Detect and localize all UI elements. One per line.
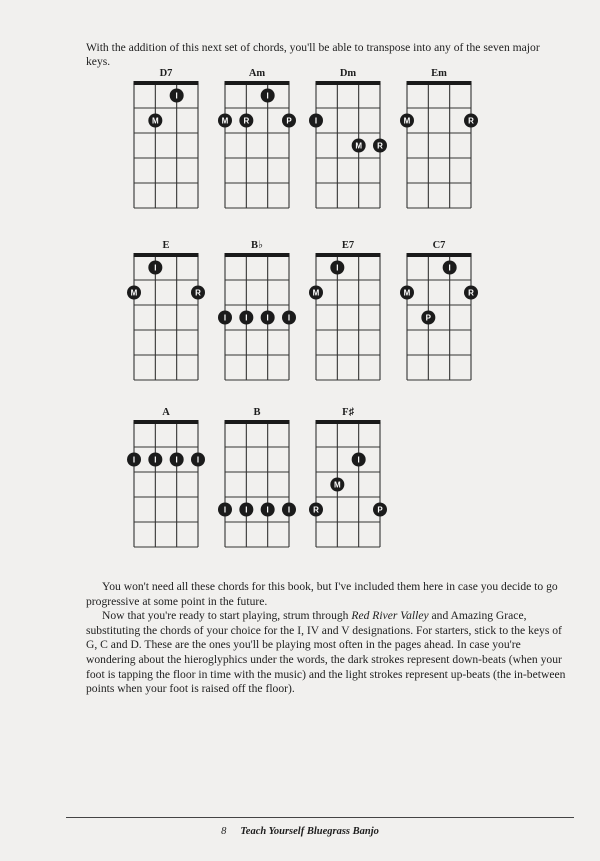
finger-label: P xyxy=(377,505,383,515)
chord-name: E7 xyxy=(341,240,355,251)
finger-label: I xyxy=(266,505,269,515)
finger-dot xyxy=(239,114,253,128)
chord-name: B♭ xyxy=(251,240,263,251)
finger-dot xyxy=(148,114,162,128)
finger-label: I xyxy=(175,91,178,101)
finger-dot xyxy=(261,89,275,103)
finger-dot xyxy=(309,286,323,300)
finger-dot xyxy=(261,503,275,517)
finger-dot xyxy=(127,286,141,300)
finger-label: M xyxy=(403,288,411,298)
finger-label: I xyxy=(287,313,291,323)
fretboard-grid xyxy=(314,83,383,208)
finger-label: R xyxy=(468,116,474,126)
fretboard-grid xyxy=(130,255,201,380)
finger-label: M xyxy=(333,480,341,490)
chord-diagram xyxy=(215,240,299,380)
finger-dot xyxy=(218,114,232,128)
paragraph-1: You won't need all these chords for this book, but I've included them here in case you decide to go progressive at some point in the future. xyxy=(86,580,558,608)
finger-dot xyxy=(191,286,205,300)
finger-dot xyxy=(464,114,478,128)
chord-name: Dm xyxy=(339,68,357,79)
finger-label: R xyxy=(377,141,383,151)
finger-dot xyxy=(373,139,387,153)
chord-name: C7 xyxy=(432,240,446,251)
finger-dot xyxy=(309,503,323,517)
finger-dot xyxy=(400,286,414,300)
chord-name: D7 xyxy=(159,68,173,79)
finger-label: R xyxy=(468,288,474,298)
finger-dot xyxy=(330,261,344,275)
book-title: Teach Yourself Bluegrass Banjo xyxy=(240,826,379,837)
finger-label: M xyxy=(355,141,363,151)
fretboard-grid xyxy=(312,255,380,380)
finger-label: I xyxy=(154,455,157,465)
finger-dot xyxy=(282,311,296,325)
finger-label: I xyxy=(448,263,451,273)
fretboard-grid xyxy=(403,255,474,380)
chord-diagram xyxy=(306,240,390,380)
finger-dot xyxy=(464,286,478,300)
chord-diagram xyxy=(397,68,481,208)
finger-dot xyxy=(261,311,275,325)
chord-diagram xyxy=(124,407,208,547)
intro-text: With the addition of this next set of chords, you'll be able to transpose into any of the seven major keys. xyxy=(86,41,540,68)
finger-label: I xyxy=(314,116,318,126)
fretboard-grid xyxy=(225,255,289,380)
fretboard-grid xyxy=(134,83,198,208)
fretboard-grid xyxy=(313,422,383,547)
finger-dot xyxy=(239,311,253,325)
finger-label: M xyxy=(403,116,411,126)
chord-name: E xyxy=(162,240,170,251)
finger-dot xyxy=(443,261,457,275)
chord-diagram xyxy=(215,407,299,547)
finger-label: I xyxy=(245,313,248,323)
finger-dot xyxy=(421,311,435,325)
finger-dot xyxy=(218,503,232,517)
finger-label: I xyxy=(266,91,269,101)
finger-label: I xyxy=(336,263,339,273)
fretboard-grid xyxy=(225,422,289,547)
page-footer xyxy=(0,826,600,837)
finger-dot xyxy=(218,311,232,325)
finger-dot xyxy=(352,453,366,467)
finger-dot xyxy=(191,453,205,467)
finger-dot xyxy=(309,114,323,128)
paragraph-2 xyxy=(86,609,570,697)
chord-name: F♯ xyxy=(342,407,354,418)
chord-name: Am xyxy=(248,68,266,79)
paragraph-2-start: Now that you're ready to start playing, strum through xyxy=(102,609,352,623)
finger-label: I xyxy=(223,313,227,323)
fretboard-grid xyxy=(221,83,292,208)
finger-label: I xyxy=(245,505,248,515)
song-title-red-river-valley: Red River Valley xyxy=(351,609,429,623)
fretboard-grid xyxy=(403,83,474,208)
finger-label: M xyxy=(221,116,229,126)
finger-dot xyxy=(282,114,296,128)
finger-dot xyxy=(282,503,296,517)
finger-label: M xyxy=(151,116,159,126)
finger-label: I xyxy=(223,505,227,515)
chord-name: Em xyxy=(431,68,447,79)
finger-label: I xyxy=(266,313,269,323)
finger-label: M xyxy=(312,288,320,298)
body-text xyxy=(86,580,570,697)
finger-label: M xyxy=(130,288,138,298)
paragraph-2-rest: and Amazing Grace, substituting the chords of your choice for the I, IV and V designations. For starters, stick to the keys of G, C and D. These are the ones you'll be playing most often in the pages ahead. In case you're wondering about the hieroglyphics under the words, the dark strokes represent down-beats (when your foot is tapping the floor in time with the music) and the light strokes represent up-beats (the in-between points when your foot is raised off the floor). xyxy=(86,609,566,696)
chord-name: B xyxy=(253,407,261,418)
finger-dot xyxy=(148,453,162,467)
finger-dot xyxy=(330,478,344,492)
chord-diagram xyxy=(306,68,390,208)
footer-rule xyxy=(66,817,574,818)
chord-diagram xyxy=(397,240,481,380)
chord-diagram xyxy=(124,240,208,380)
finger-label: I xyxy=(154,263,157,273)
page-number: 8 xyxy=(221,826,227,837)
finger-label: I xyxy=(175,455,178,465)
finger-label: R xyxy=(243,116,250,126)
chord-diagram xyxy=(306,407,390,547)
finger-label: I xyxy=(132,455,136,465)
chord-name: A xyxy=(162,407,170,418)
finger-label: R xyxy=(313,505,319,515)
finger-dot xyxy=(352,139,366,153)
finger-dot xyxy=(373,503,387,517)
finger-dot xyxy=(239,503,253,517)
finger-label: I xyxy=(196,455,200,465)
finger-dot xyxy=(170,89,184,103)
finger-dot xyxy=(400,114,414,128)
finger-label: P xyxy=(425,313,432,323)
finger-label: R xyxy=(195,288,201,298)
finger-dot xyxy=(170,453,184,467)
finger-dot xyxy=(148,261,162,275)
finger-label: P xyxy=(286,116,292,126)
finger-label: I xyxy=(357,455,360,465)
finger-dot xyxy=(127,453,141,467)
chord-diagram xyxy=(215,68,299,208)
chord-diagram xyxy=(124,68,208,208)
finger-label: I xyxy=(287,505,291,515)
fretboard-grid xyxy=(134,422,198,547)
